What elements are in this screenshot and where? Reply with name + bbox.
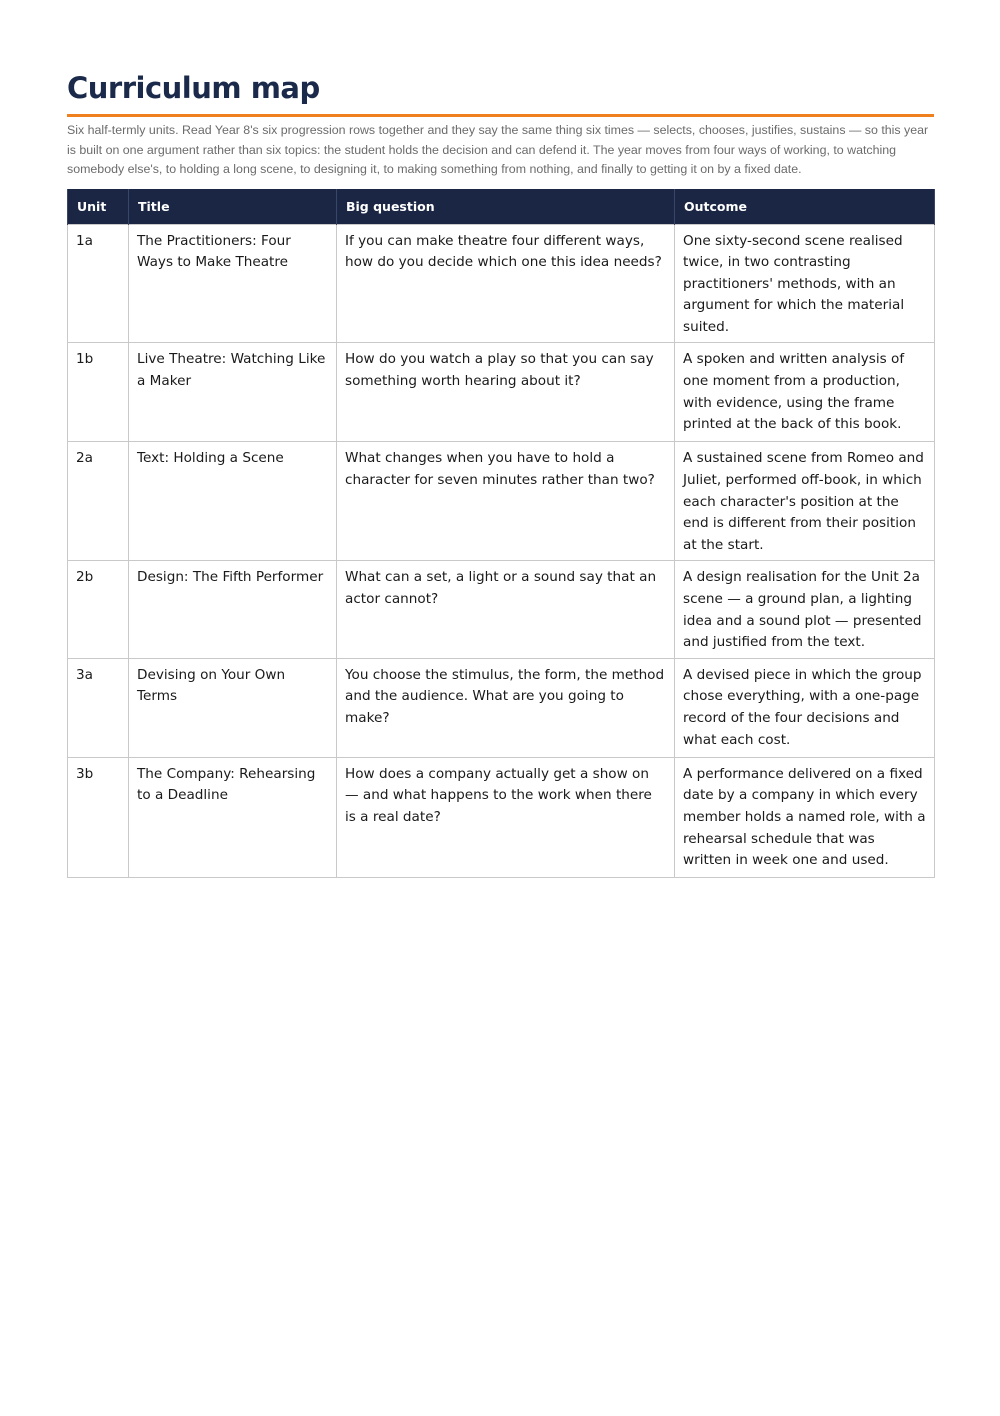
table-body	[68, 224, 935, 877]
question-cell: If you can make theatre four different ways, how do you decide which one this idea needs?	[337, 224, 675, 343]
table-row	[68, 343, 935, 442]
outcome-cell: A design realisation for the Unit 2a scene — a ground plan, a lighting idea and a sound plot — presented and justified from the text.	[675, 561, 935, 658]
header-title: Title	[129, 189, 337, 224]
unit-cell: 1a	[68, 224, 129, 343]
unit-cell: 2a	[68, 442, 129, 561]
table-row	[68, 757, 935, 877]
header-outcome: Outcome	[675, 189, 935, 224]
table-row	[68, 658, 935, 757]
page-title: Curriculum map	[67, 71, 320, 105]
outcome-cell: A devised piece in which the group chose everything, with a one-page record of the four decisions and what each cost.	[675, 658, 935, 757]
outcome-cell: A sustained scene from Romeo and Juliet, performed off-book, in which each character's position at the end is different from their position at the start.	[675, 442, 935, 561]
unit-cell: 2b	[68, 561, 129, 658]
title-cell: Devising on Your Own Terms	[129, 658, 337, 757]
unit-cell: 3b	[68, 757, 129, 877]
header-unit: Unit	[68, 189, 129, 224]
question-cell: How do you watch a play so that you can say something worth hearing about it?	[337, 343, 675, 442]
title-cell: Design: The Fifth Performer	[129, 561, 337, 658]
unit-cell: 1b	[68, 343, 129, 442]
curriculum-table	[67, 189, 935, 878]
question-cell: What changes when you have to hold a character for seven minutes rather than two?	[337, 442, 675, 561]
intro-paragraph: Six half-termly units. Read Year 8's six progression rows together and they say the same thing six times — selects, chooses, justifies, sustains — so this year is built on one argument rather than six topics: the student holds the decision and can defend it. The year moves from four ways of working, to watching somebody else's, to holding a long scene, to designing it, to making something from nothing, and finally to getting it on by a fixed date.	[67, 123, 929, 176]
title-cell: The Practitioners: Four Ways to Make Theatre	[129, 224, 337, 343]
title-divider	[67, 114, 934, 117]
header-row	[68, 189, 935, 224]
title-cell: Text: Holding a Scene	[129, 442, 337, 561]
question-cell: How does a company actually get a show on — and what happens to the work when there is a real date?	[337, 757, 675, 877]
header-big-question: Big question	[337, 189, 675, 224]
title-cell: The Company: Rehearsing to a Deadline	[129, 757, 337, 877]
title-cell: Live Theatre: Watching Like a Maker	[129, 343, 337, 442]
table-header	[68, 189, 935, 224]
outcome-cell: A spoken and written analysis of one moment from a production, with evidence, using the frame printed at the back of this book.	[675, 343, 935, 442]
outcome-cell: A performance delivered on a fixed date by a company in which every member holds a named role, with a rehearsal schedule that was written in week one and used.	[675, 757, 935, 877]
question-cell: You choose the stimulus, the form, the method and the audience. What are you going to make?	[337, 658, 675, 757]
outcome-cell: One sixty-second scene realised twice, in two contrasting practitioners' methods, with an argument for which the material suited.	[675, 224, 935, 343]
unit-cell: 3a	[68, 658, 129, 757]
table-row	[68, 224, 935, 343]
table-row	[68, 442, 935, 561]
table-row	[68, 561, 935, 658]
question-cell: What can a set, a light or a sound say that an actor cannot?	[337, 561, 675, 658]
